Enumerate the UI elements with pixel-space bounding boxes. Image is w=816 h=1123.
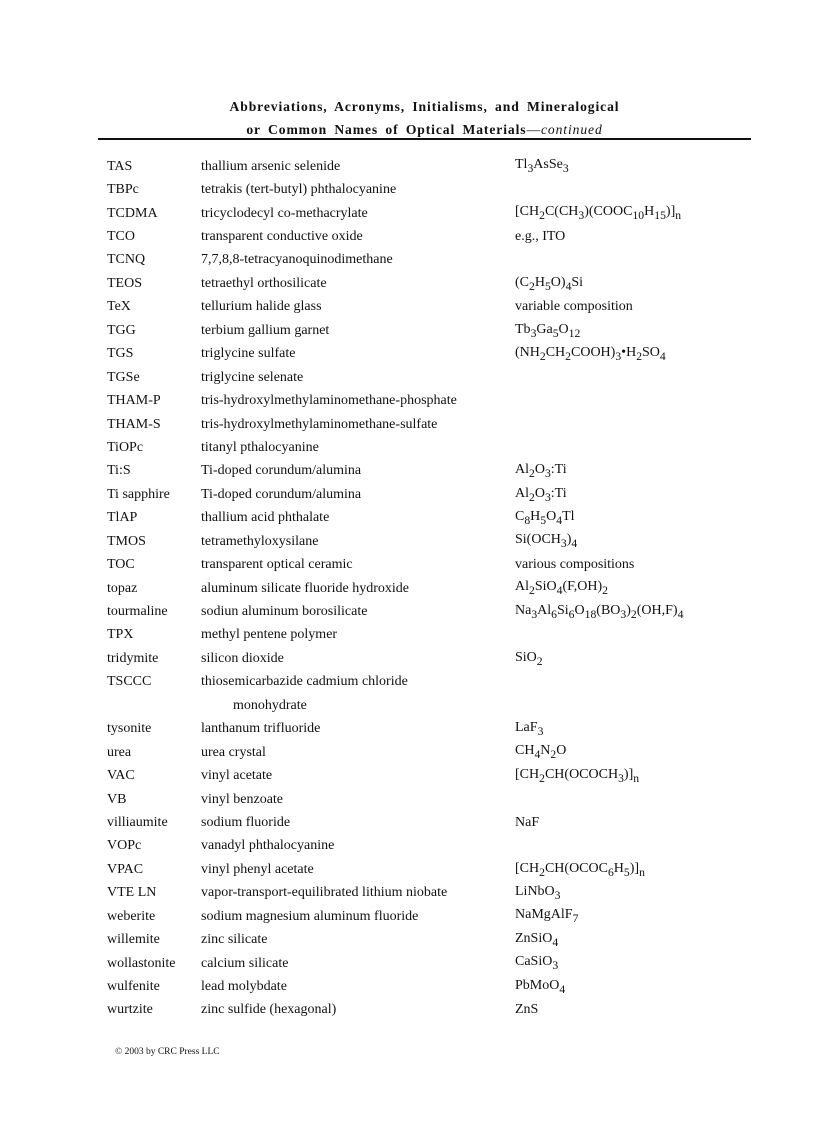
name-cell: transparent conductive oxide [201,229,363,245]
name-cell: transparent optical ceramic [201,557,353,573]
table-row [107,507,747,530]
name-cell: triglycine sulfate [201,346,296,362]
formula-cell: LiNbO$_3$ [515,884,561,902]
name-cell: lead molybdate [201,979,287,995]
table-row [107,600,747,623]
table-row [107,999,747,1022]
name-cell: vinyl benzoate [201,791,284,807]
name-cell: zinc sulfide (hexagonal) [201,1002,337,1018]
abbreviation-cell: VOPc [107,838,142,854]
formula-cell: $(C_2H_5O)_4Si$ [515,274,584,293]
name-cell: sodiun aluminum borosilicate [201,604,368,620]
formula-cell: $Tl_3AsSe_3$ [515,157,569,176]
name-cell: lanthanum trifluoride [201,721,321,737]
name-cell: calcium silicate [201,955,289,971]
table-row [107,741,747,764]
table-row [107,671,747,694]
entries-table [107,155,747,1022]
abbreviation-cell: TPX [107,627,134,643]
table-row [107,882,747,905]
name-cell: vinyl phenyl acetate [201,861,314,877]
abbreviation-cell: tysonite [107,721,152,737]
formula-cell: $[CH_2CH(OCOC_6H_5)]_n$ [515,860,645,879]
name-cell: silicon dioxide [201,650,284,666]
table-row [107,553,747,576]
abbreviation-cell: VAC [107,768,135,784]
table-row [107,249,747,272]
formula-cell: $Al_2SiO_4(F,OH)_2$ [515,579,608,598]
table-row [107,811,747,834]
abbreviation-cell: Ti sapphire [107,486,170,502]
abbreviation-cell: wulfenite [107,979,160,995]
table-row [107,788,747,811]
formula-cell: $Al_2O_3:Ti$ [515,462,567,480]
abbreviation-cell: urea [107,744,132,760]
abbreviation-cell: TCO [107,229,135,245]
name-cell: tetraethyl orthosilicate [201,275,327,291]
table-row [107,577,747,600]
name-cell: sodium magnesium aluminum fluoride [201,908,419,924]
table-row [107,835,747,858]
table-row [107,389,747,412]
abbreviation-cell: TEOS [107,275,142,291]
name-cell: terbium gallium garnet [201,322,330,338]
name-cell: triglycine selenate [201,369,304,385]
table-row [107,413,747,436]
abbreviation-cell: TSCCC [107,674,152,690]
table-row [107,460,747,483]
table-row [107,272,747,295]
table-row [107,436,747,459]
title-line-2-text: or Common Names of Optical Materials [246,122,527,137]
formula-cell: $C_8H_5O_4Tl$ [515,509,575,527]
abbreviation-cell: VB [107,791,127,807]
name-cell: thiosemicarbazide cadmium chloride [201,674,408,690]
name-cell: monohydrate [233,697,307,713]
abbreviation-cell: TCDMA [107,205,158,221]
formula-cell: $Si(OCH_3)_4$ [515,532,578,551]
name-cell: methyl pentene polymer [201,627,338,643]
abbreviation-cell: VPAC [107,861,144,877]
name-cell: tris-hydroxylmethylaminomethane-sulfate [201,416,438,432]
formula-cell: ZnS [515,1002,539,1018]
table-row [107,319,747,342]
name-cell: vanadyl phthalocyanine [201,838,335,854]
formula-cell: $(NH_2CH_2COOH)_3•H_2SO_4$ [515,344,666,363]
table-row [107,905,747,928]
formula-cell: $[CH_2C(CH_3)(COOC_{10}H_{15})]_n$ [515,204,682,223]
table-row [107,975,747,998]
table-row [107,366,747,389]
page-title [98,95,751,141]
name-cell: Ti-doped corundum/alumina [201,463,362,479]
name-cell: tellurium halide glass [201,299,322,315]
table-row [107,647,747,670]
formula-cell: e.g., ITO [515,229,566,245]
table-row [107,343,747,366]
abbreviation-cell: TGS [107,346,134,362]
table-row [107,483,747,506]
abbreviation-cell: VTE LN [107,885,157,901]
table-row [107,155,747,178]
table-row [107,530,747,553]
table-row [107,202,747,225]
abbreviation-cell: willemite [107,932,160,948]
abbreviation-cell: TiOPc [107,439,144,455]
table-row [107,296,747,319]
table-row [107,225,747,248]
formula-cell: NaF [515,814,540,830]
formula-cell: $CH_4N_2O$ [515,743,567,762]
name-cell: zinc silicate [201,932,268,948]
table-row [107,928,747,951]
abbreviation-cell: tridymite [107,650,159,666]
table-row [107,764,747,787]
name-cell: urea crystal [201,744,266,760]
abbreviation-cell: TCNQ [107,252,146,268]
table-row [107,694,747,717]
name-cell: vinyl acetate [201,768,273,784]
formula-cell: $[CH_2CH(OCOCH_3)]_n$ [515,766,640,785]
abbreviation-cell: tourmaline [107,604,168,620]
formula-cell: ZnSiO$_4$ [515,930,559,949]
name-cell: tris-hydroxylmethylaminomethane-phosphate [201,393,457,409]
formula-cell: SiO$_2$ [515,649,543,668]
title-dash: — [526,122,541,137]
name-cell: thallium acid phthalate [201,510,330,526]
abbreviation-cell: TAS [107,158,133,174]
formula-cell: LaF$_3$ [515,719,544,738]
abbreviation-cell: TGSe [107,369,140,385]
formula-cell: various compositions [515,557,635,573]
abbreviation-cell: TMOS [107,533,146,549]
abbreviation-cell: weberite [107,908,156,924]
name-cell: tetrakis (tert-butyl) phthalocyanine [201,182,397,198]
table-row [107,858,747,881]
name-cell: thallium arsenic selenide [201,158,341,174]
name-cell: sodium fluoride [201,814,291,830]
formula-cell: $Al_2O_3:Ti$ [515,485,567,504]
title-rule [98,138,751,140]
abbreviation-cell: THAM-S [107,416,161,432]
table-row [107,718,747,741]
abbreviation-cell: TGG [107,322,136,338]
abbreviation-cell: THAM-P [107,393,161,409]
abbreviation-cell: TeX [107,299,131,315]
abbreviation-cell: TlAP [107,510,138,526]
formula-cell: PbMoO$_4$ [515,977,566,996]
abbreviation-cell: villiaumite [107,814,168,830]
title-line-1: Abbreviations, Acronyms, Initialisms, and Mineralogical [229,99,620,114]
formula-cell: CaSiO$_3$ [515,954,559,973]
table-row [107,624,747,647]
name-cell: tricyclodecyl co-methacrylate [201,205,368,221]
table-row [107,178,747,201]
name-cell: tetramethyloxysilane [201,533,319,549]
abbreviation-cell: wollastonite [107,955,176,971]
table-row [107,952,747,975]
abbreviation-cell: Ti:S [107,463,131,479]
name-cell: aluminum silicate fluoride hydroxide [201,580,410,596]
abbreviation-cell: wurtzite [107,1002,153,1018]
formula-cell: variable composition [515,299,633,315]
name-cell: Ti-doped corundum/alumina [201,486,362,502]
abbreviation-cell: topaz [107,580,138,596]
name-cell: vapor-transport-equilibrated lithium niobate [201,885,448,901]
name-cell: titanyl pthalocyanine [201,439,319,455]
continued-label: continued [540,122,603,137]
formula-cell: $Tb_3Ga_5O_{12}$ [515,321,581,340]
name-cell: 7,7,8,8-tetracyanoquinodimethane [201,252,393,268]
copyright-footer: © 2003 by CRC Press LLC [115,1047,220,1057]
abbreviation-cell: TBPc [107,182,139,198]
abbreviation-cell: TOC [107,557,135,573]
formula-cell: $Na_3Al_6Si_6O_{18}(BO_3)_2(OH,F)_4$ [515,602,684,621]
formula-cell: NaMgAlF$_7$ [515,907,579,926]
